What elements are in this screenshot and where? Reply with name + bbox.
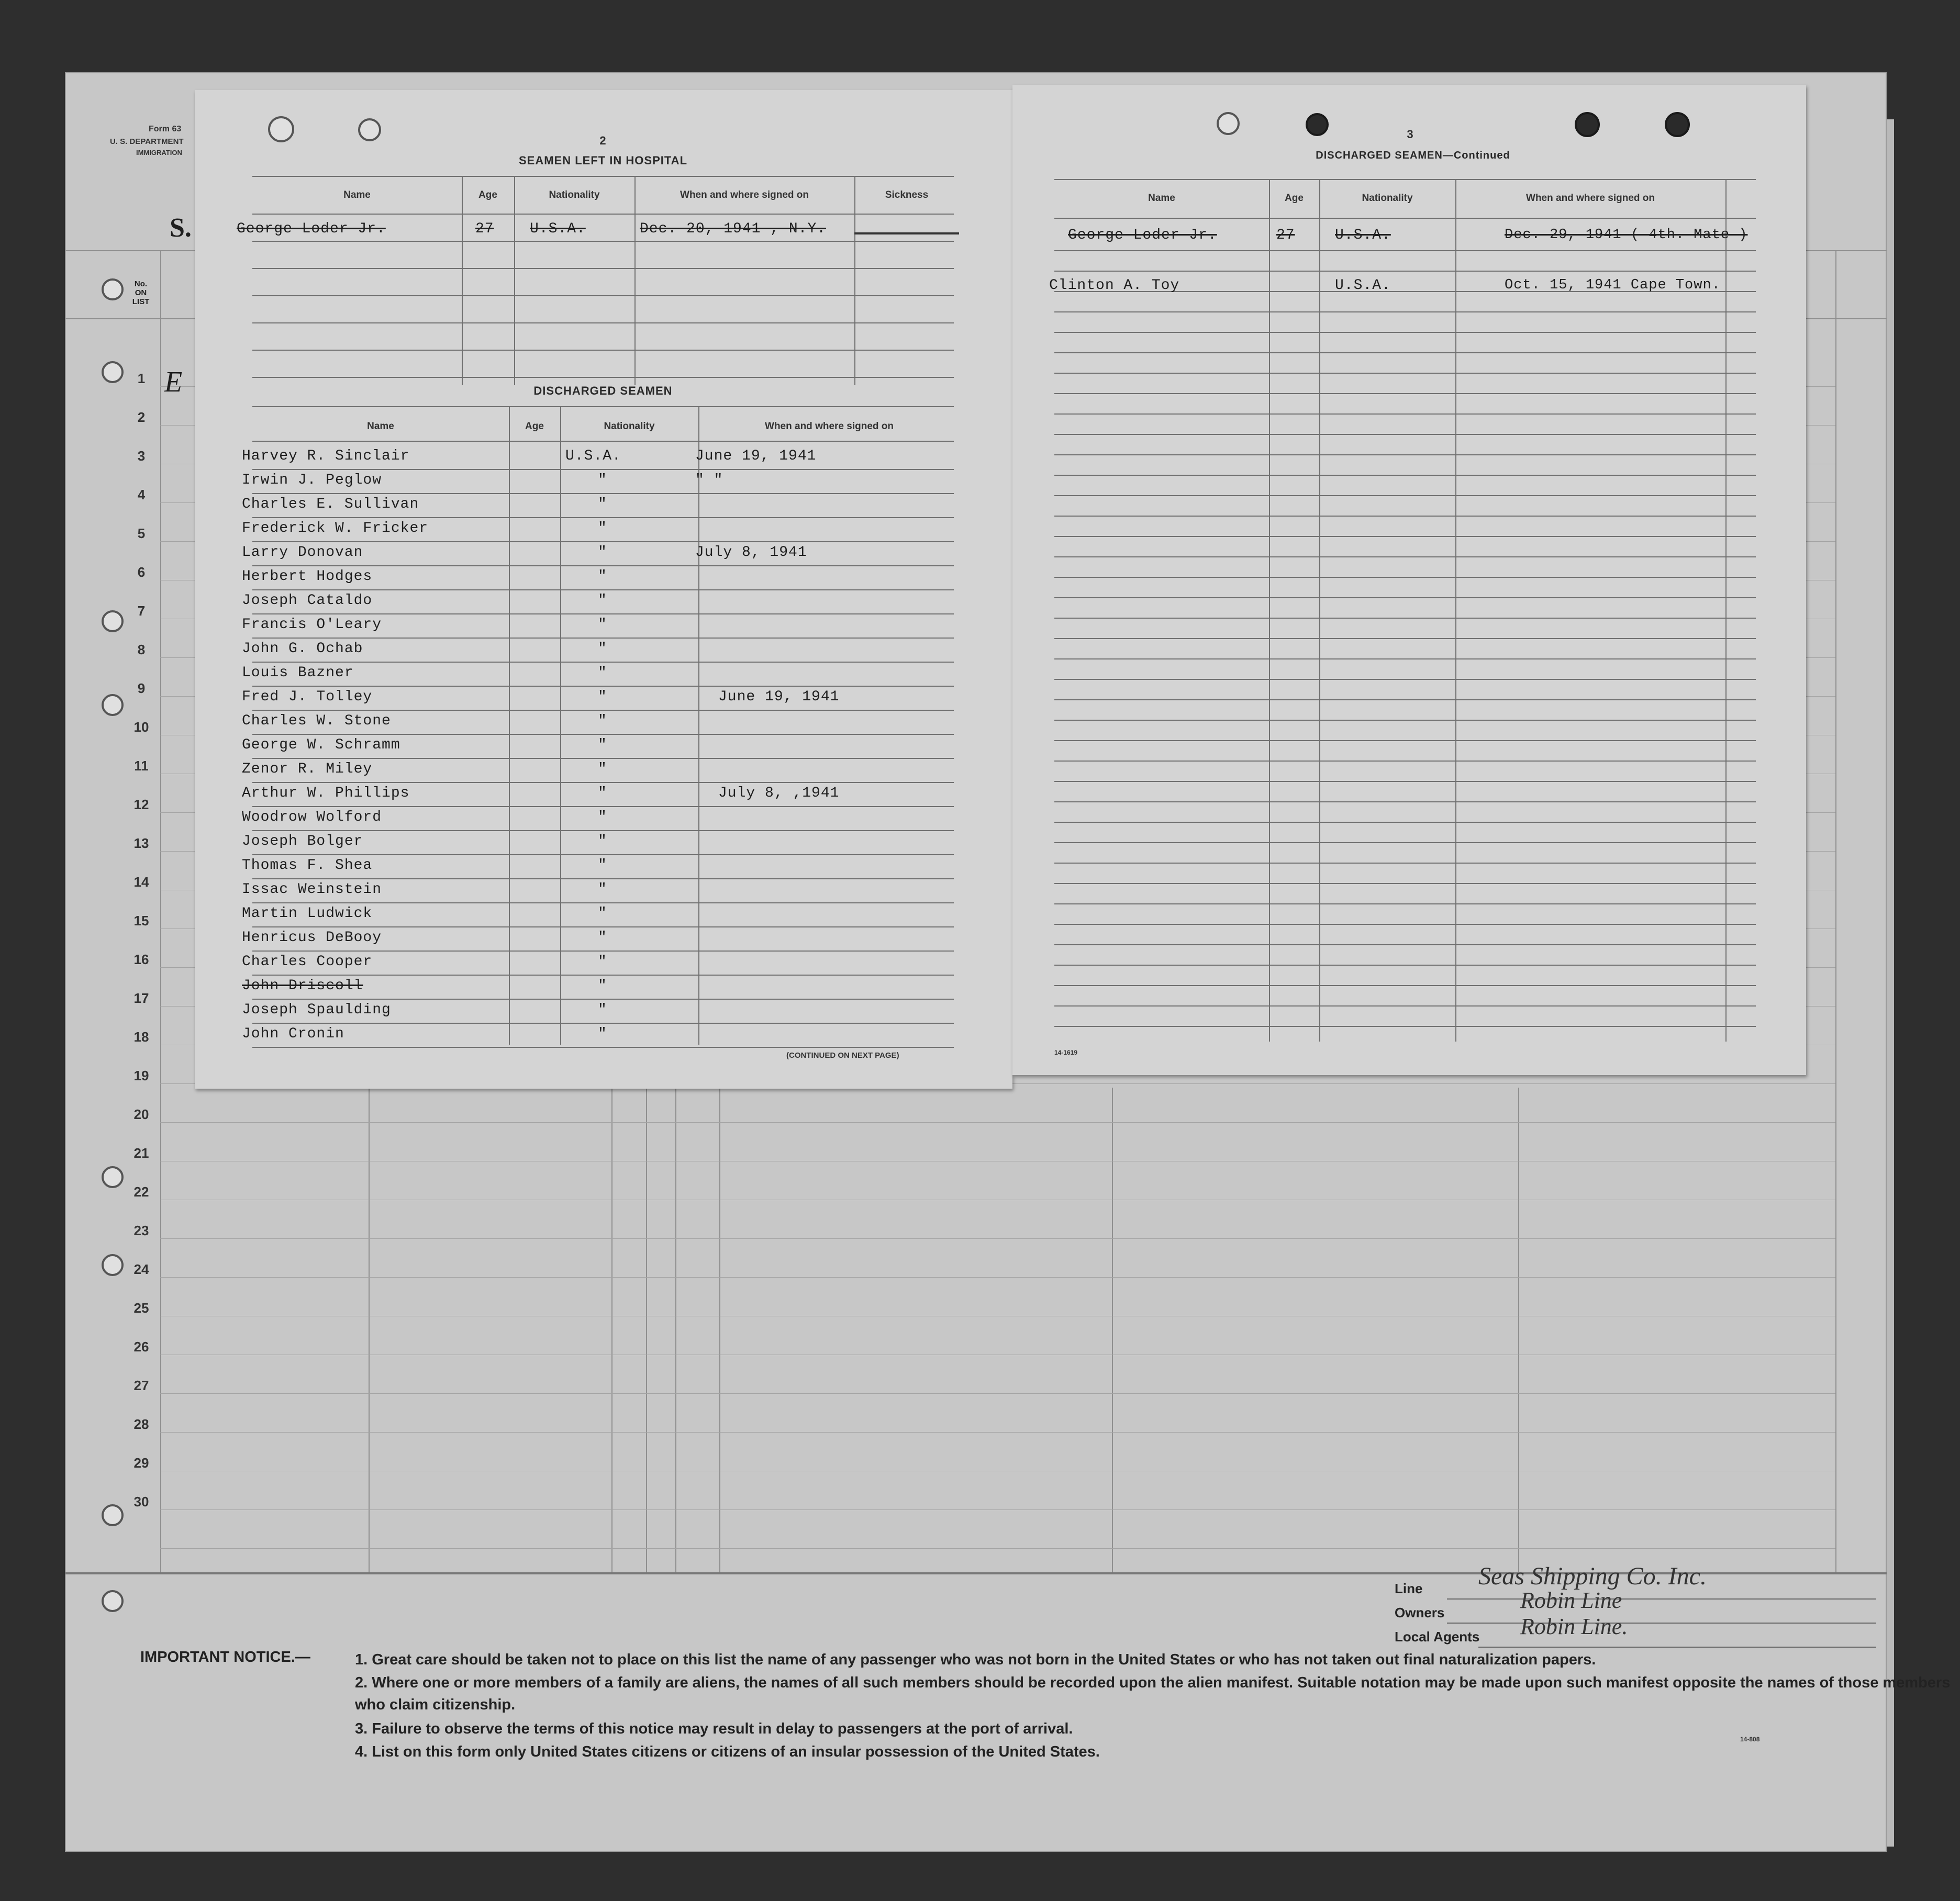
table-rule <box>1054 516 1756 517</box>
notice-item: 4. List on this form only United States citizens or citizens of an insular possession of the United States. <box>355 1743 1100 1760</box>
row-number: 25 <box>133 1300 149 1316</box>
seaman-name: Issac Weinstein <box>242 881 382 898</box>
seaman-name: Clinton A. Toy <box>1049 277 1180 294</box>
seaman-signed: June 19, 1941 <box>695 448 817 464</box>
row-number: 23 <box>133 1223 149 1238</box>
seaman-nationality: " <box>598 592 607 609</box>
table-rule <box>1054 924 1756 925</box>
seaman-name: John Cronin <box>242 1026 344 1042</box>
form-code: 14-1619 <box>1054 1049 1078 1056</box>
table-rule <box>1054 179 1756 180</box>
seaman-nationality: " <box>598 544 607 561</box>
seaman-name: Frederick W. Fricker <box>242 520 429 536</box>
seaman-nationality: " <box>598 665 607 681</box>
table-rule <box>1054 373 1756 374</box>
seaman-name: George W. Schramm <box>242 737 400 753</box>
form-row-line <box>160 1238 1835 1239</box>
seaman-name: Henricus DeBooy <box>242 930 382 946</box>
row-number: 15 <box>133 913 149 929</box>
table-rule <box>1054 536 1756 537</box>
row-number: 24 <box>133 1261 149 1277</box>
table-rule <box>1054 1026 1756 1027</box>
col-signed: When and where signed on <box>680 189 809 200</box>
table-rule <box>252 241 954 242</box>
punch-hole-icon <box>1665 112 1690 137</box>
table-rule <box>252 902 954 903</box>
bureau-label: IMMIGRATION <box>136 149 182 156</box>
table-rule <box>1054 842 1756 843</box>
form-row-line <box>160 1432 1835 1433</box>
s-letter: S. <box>170 213 192 243</box>
table-col-rule <box>509 406 510 1045</box>
table-rule <box>252 377 954 378</box>
table-col-rule <box>514 176 515 385</box>
table-rule <box>1054 658 1756 659</box>
table-rule <box>1054 699 1756 700</box>
seaman-nationality: " <box>598 881 607 898</box>
punch-hole-icon <box>1306 113 1329 136</box>
table-rule <box>252 854 954 855</box>
seaman-name: Zenor R. Miley <box>242 761 373 777</box>
row-number: 17 <box>133 990 149 1006</box>
right-pasted-sheet <box>1012 85 1806 1075</box>
row-number: 5 <box>137 525 146 541</box>
table-rule <box>252 758 954 759</box>
row-number: 16 <box>133 952 149 967</box>
seaman-name: Joseph Bolger <box>242 833 363 849</box>
seaman-nationality: " <box>598 568 607 585</box>
table-rule <box>252 878 954 879</box>
table-rule <box>1054 475 1756 476</box>
seaman-signed: June 19, 1941 <box>718 689 840 705</box>
hospital-name: George Loder Jr. <box>237 221 386 237</box>
owners-underline <box>1447 1623 1876 1624</box>
table-rule <box>1054 720 1756 721</box>
continued-note: (CONTINUED ON NEXT PAGE) <box>786 1051 899 1060</box>
table-col-rule <box>698 406 699 1045</box>
seaman-nationality: U.S.A. <box>1335 277 1391 294</box>
col-age: Age <box>478 189 497 200</box>
discharged-continued-title: DISCHARGED SEAMEN—Continued <box>1316 150 1510 161</box>
table-rule <box>1054 271 1756 272</box>
table-rule <box>1054 965 1756 966</box>
punch-hole-icon <box>1217 112 1240 135</box>
table-rule <box>1054 413 1756 415</box>
row-number: 19 <box>133 1068 149 1083</box>
table-rule <box>252 710 954 711</box>
seaman-name: George Loder Jr. <box>1068 227 1217 243</box>
col-sickness: Sickness <box>885 189 929 200</box>
table-rule <box>252 350 954 351</box>
seaman-name: Martin Ludwick <box>242 905 373 922</box>
form-row-line <box>160 1509 1835 1510</box>
col-nationality: Nationality <box>604 421 655 432</box>
form-row-line <box>160 1277 1835 1278</box>
table-rule <box>252 613 954 614</box>
col-nationality: Nationality <box>1362 193 1413 204</box>
row-number: 22 <box>133 1184 149 1200</box>
binder-hole-icon <box>102 1254 124 1276</box>
table-rule <box>1054 781 1756 782</box>
row-number: 6 <box>137 564 146 580</box>
table-rule <box>252 734 954 735</box>
seaman-nationality: U.S.A. <box>565 448 621 464</box>
punch-hole-icon <box>268 116 294 142</box>
hospital-signed: Dec. 20, 1941 , N.Y. <box>640 221 827 237</box>
table-rule <box>1054 454 1756 455</box>
table-rule <box>1054 822 1756 823</box>
table-rule <box>252 926 954 927</box>
seaman-name: Joseph Spaulding <box>242 1002 391 1018</box>
table-col-rule <box>462 176 463 385</box>
table-rule <box>252 975 954 976</box>
form-col-rule <box>611 1088 612 1572</box>
table-rule <box>252 638 954 639</box>
row-number: 27 <box>133 1378 149 1393</box>
form-row-line <box>160 1393 1835 1394</box>
table-rule <box>252 406 954 407</box>
seaman-nationality: " <box>598 713 607 729</box>
table-col-rule <box>634 176 636 385</box>
binder-hole-icon <box>102 278 124 300</box>
table-rule <box>252 1047 954 1048</box>
table-rule <box>1054 556 1756 557</box>
table-rule <box>252 830 954 831</box>
local-agents-label: Local Agents <box>1395 1629 1480 1645</box>
table-rule <box>252 1023 954 1024</box>
form-col-rule <box>1518 1088 1519 1572</box>
agents-underline <box>1478 1647 1876 1648</box>
seaman-nationality: " <box>598 1002 607 1018</box>
agents-value-handwritten: Robin Line. <box>1520 1614 1628 1639</box>
table-col-rule <box>1455 179 1456 1042</box>
line-underline <box>1447 1598 1876 1600</box>
seaman-nationality: " <box>598 809 607 825</box>
table-rule <box>252 541 954 542</box>
row1-letter: E <box>164 366 183 398</box>
row-number: 9 <box>137 680 146 696</box>
table-rule <box>252 214 954 215</box>
seaman-name: Charles E. Sullivan <box>242 496 419 512</box>
punch-hole-icon <box>358 118 381 141</box>
form-number: Form 63 <box>149 125 182 133</box>
table-rule <box>1054 597 1756 598</box>
table-rule <box>1054 352 1756 353</box>
page-number: 2 <box>599 134 607 147</box>
seaman-nationality: " <box>598 761 607 777</box>
table-col-rule <box>1269 179 1270 1042</box>
seaman-name: Harvey R. Sinclair <box>242 448 410 464</box>
binder-hole-icon <box>102 1590 124 1612</box>
table-col-rule <box>1319 179 1320 1042</box>
table-rule <box>1054 434 1756 435</box>
table-rule <box>1054 218 1756 219</box>
seaman-nationality: " <box>598 833 607 849</box>
col-name: Name <box>1148 193 1175 204</box>
row-number: 30 <box>133 1494 149 1509</box>
table-rule <box>1054 577 1756 578</box>
form-col-rule <box>160 250 161 1572</box>
table-rule <box>1054 801 1756 802</box>
table-rule <box>252 517 954 518</box>
seaman-nationality: " <box>598 785 607 801</box>
seaman-nationality: " <box>598 930 607 946</box>
seaman-signed: Oct. 15, 1941 Cape Town. <box>1505 277 1721 293</box>
hospital-section-title: SEAMEN LEFT IN HOSPITAL <box>518 154 688 167</box>
table-rule <box>252 662 954 663</box>
seaman-nationality: " <box>598 857 607 874</box>
table-rule <box>252 950 954 952</box>
row-number: 11 <box>134 758 149 774</box>
row-number: 14 <box>133 874 149 890</box>
table-rule <box>1054 903 1756 904</box>
binder-hole-icon <box>102 694 124 716</box>
row-number: 18 <box>133 1029 149 1045</box>
table-rule <box>1054 985 1756 986</box>
form-col-rule <box>675 1088 676 1572</box>
row-number: 13 <box>133 835 149 851</box>
table-rule <box>252 686 954 687</box>
table-rule <box>252 176 954 177</box>
table-col-rule <box>1725 179 1727 1042</box>
form-code: 14-808 <box>1740 1736 1760 1743</box>
seaman-nationality: " <box>598 641 607 657</box>
table-rule <box>252 565 954 566</box>
page-number: 3 <box>1407 128 1414 141</box>
table-rule <box>1054 393 1756 394</box>
table-rule <box>1054 944 1756 945</box>
row-number: 2 <box>137 409 146 425</box>
col-name: Name <box>343 189 371 200</box>
seaman-name: Joseph Cataldo <box>242 592 373 609</box>
binder-hole-icon <box>102 1166 124 1188</box>
table-rule <box>1054 311 1756 312</box>
hospital-nationality: U.S.A. <box>530 221 586 237</box>
seaman-name: John Driscoll <box>242 978 363 994</box>
table-col-rule <box>854 176 855 385</box>
binder-hole-icon <box>102 610 124 632</box>
punch-hole-icon <box>1575 112 1600 137</box>
seaman-nationality: " <box>598 905 607 922</box>
notice-lead: IMPORTANT NOTICE.— <box>140 1649 310 1665</box>
seaman-name: Woodrow Wolford <box>242 809 382 825</box>
hospital-age: 27 <box>475 221 494 237</box>
binder-hole-icon <box>102 1504 124 1526</box>
line-value-handwritten: Seas Shipping Co. Inc. <box>1478 1562 1707 1590</box>
owners-value-handwritten: Robin Line <box>1520 1587 1622 1613</box>
table-rule <box>1054 1005 1756 1007</box>
seaman-signed: July 8, ,1941 <box>718 785 840 801</box>
table-rule <box>1054 740 1756 741</box>
row-number: 29 <box>133 1455 149 1471</box>
table-rule <box>252 268 954 269</box>
table-rule <box>1054 495 1756 496</box>
row-number: 12 <box>133 797 149 812</box>
col-name: Name <box>367 421 394 432</box>
table-rule <box>252 441 954 442</box>
owners-label: Owners <box>1395 1605 1445 1620</box>
table-rule <box>1054 761 1756 762</box>
seaman-name: Charles Cooper <box>242 954 373 970</box>
sickness-scribble <box>854 232 959 234</box>
form-col-rule <box>719 1088 720 1572</box>
seaman-name: Irwin J. Peglow <box>242 472 382 488</box>
table-col-rule <box>560 406 561 1045</box>
seaman-name: Charles W. Stone <box>242 713 391 729</box>
table-rule <box>1054 250 1756 251</box>
row-number: 28 <box>133 1416 149 1432</box>
table-rule <box>252 493 954 494</box>
seaman-name: Fred J. Tolley <box>242 689 373 705</box>
table-rule <box>1054 883 1756 884</box>
seaman-nationality: " <box>598 617 607 633</box>
seaman-name: Louis Bazner <box>242 665 354 681</box>
form-row-line <box>160 1122 1835 1123</box>
table-rule <box>1054 863 1756 864</box>
seaman-nationality: " <box>598 978 607 994</box>
col-age: Age <box>1285 193 1304 204</box>
department-label: U. S. DEPARTMENT <box>110 137 184 146</box>
row-number: 4 <box>137 487 146 502</box>
seaman-name: Arthur W. Phillips <box>242 785 410 801</box>
table-rule <box>1054 638 1756 639</box>
table-rule <box>252 469 954 470</box>
table-rule <box>1054 679 1756 680</box>
seaman-age: 27 <box>1276 227 1295 243</box>
row-number: 26 <box>133 1339 149 1355</box>
row-number: 1 <box>137 371 146 386</box>
no-on-list-label: No. ON LIST <box>132 279 150 306</box>
table-rule <box>252 806 954 807</box>
seaman-nationality: U.S.A. <box>1335 227 1391 243</box>
table-rule <box>1054 332 1756 333</box>
seaman-nationality: " <box>598 689 607 705</box>
seaman-nationality: " <box>598 496 607 512</box>
table-rule <box>252 782 954 783</box>
col-nationality: Nationality <box>549 189 600 200</box>
seaman-name: Thomas F. Shea <box>242 857 373 874</box>
row-number: 8 <box>137 642 146 657</box>
line-label: Line <box>1395 1581 1423 1596</box>
seaman-nationality: " <box>598 737 607 753</box>
table-rule <box>252 322 954 323</box>
form-col-rule <box>1112 1088 1113 1572</box>
seaman-nationality: " <box>598 520 607 536</box>
seaman-signed: " " <box>695 472 723 488</box>
form-row-line <box>160 1548 1835 1549</box>
notice-item: 1. Great care should be taken not to place on this list the name of any passenger who was not born in the United States or who has not taken out final naturalization papers. <box>355 1651 1596 1668</box>
row-number: 10 <box>133 719 149 735</box>
discharged-section-title: DISCHARGED SEAMEN <box>533 384 673 397</box>
form-col-rule <box>1835 250 1836 1572</box>
row-number: 7 <box>137 603 146 619</box>
table-rule <box>252 999 954 1000</box>
seaman-nationality: " <box>598 1026 607 1042</box>
col-signed: When and where signed on <box>765 421 894 432</box>
row-number: 21 <box>133 1145 149 1161</box>
seaman-signed: Dec. 29, 1941 ( 4th. Mate ) <box>1505 227 1748 243</box>
seaman-signed: July 8, 1941 <box>695 544 807 561</box>
seaman-nationality: " <box>598 954 607 970</box>
seaman-name: Herbert Hodges <box>242 568 373 585</box>
notice-item: 2. Where one or more members of a family are aliens, the names of all such members should be recorded upon the alien manifest. Suitable notation may be made upon such manifest opposite the names of those members who claim citizenship. <box>355 1674 1951 1713</box>
notice-item: 3. Failure to observe the terms of this notice may result in delay to passengers at the port of arrival. <box>355 1720 1073 1737</box>
page-edge <box>1887 119 1894 1847</box>
table-rule <box>252 589 954 590</box>
row-number: 3 <box>137 448 146 464</box>
seaman-nationality: " <box>598 472 607 488</box>
col-age: Age <box>525 421 544 432</box>
seaman-name: Francis O'Leary <box>242 617 382 633</box>
binder-hole-icon <box>102 361 124 383</box>
seaman-name: John G. Ochab <box>242 641 363 657</box>
col-signed: When and where signed on <box>1526 193 1655 204</box>
left-pasted-sheet <box>195 90 1012 1089</box>
form-col-rule <box>646 1088 647 1572</box>
table-rule <box>1054 618 1756 619</box>
row-number: 20 <box>133 1106 149 1122</box>
seaman-name: Larry Donovan <box>242 544 363 561</box>
table-rule <box>252 295 954 296</box>
